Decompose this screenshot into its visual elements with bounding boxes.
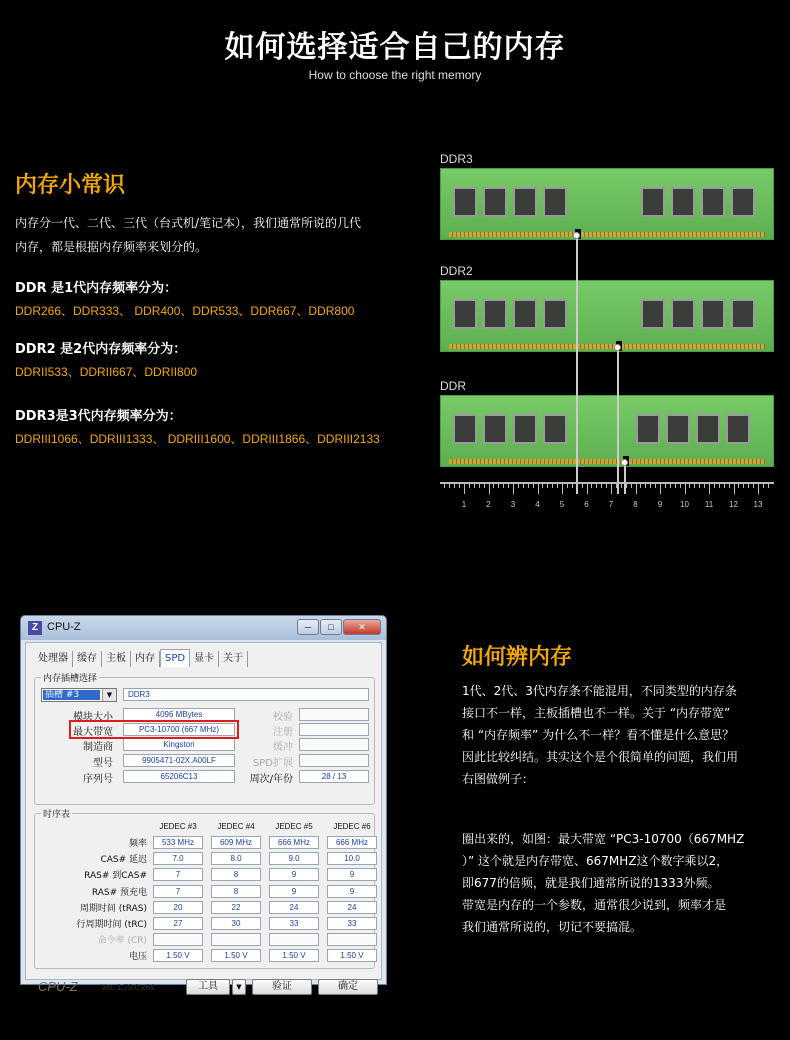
ruler-tick (616, 482, 617, 488)
page-subtitle: How to choose the right memory (308, 68, 482, 82)
chevron-down-icon: ▼ (236, 983, 242, 991)
timing-cell: 8 (211, 885, 261, 898)
ruler-tick (498, 482, 499, 488)
knowledge-intro-line1: 内存分一代、二代、三代（台式机/笔记本），我们通常所说的几代 (15, 216, 362, 230)
ruler-tick (704, 482, 705, 488)
explain-line: 即677的倍频，就是我们通常所说的1333外频。 (462, 876, 720, 890)
slot-select-value: 插槽 #3 (43, 690, 100, 700)
timing-row-label: 频率 (128, 839, 147, 849)
page-title: 如何选择适合自己的内存 (224, 30, 566, 65)
ruler-tick (562, 482, 563, 494)
explain-paragraph-2 (462, 828, 782, 938)
module-size-field: 4096 MBytes (123, 708, 235, 721)
timing-cell: 22 (211, 901, 261, 914)
ruler-tick (640, 482, 641, 488)
ruler-number: 8 (633, 500, 638, 509)
timing-cell: 33 (327, 917, 377, 930)
ddr2-module-image (440, 280, 774, 352)
ddr2-frequency-list: DDRII533、DDRII667、DDRII800 (15, 365, 198, 379)
ruler-tick (572, 482, 573, 488)
ruler-number: 4 (535, 500, 540, 509)
ddr3-notch-dot (573, 232, 580, 239)
timing-cell: 666 MHz (327, 836, 377, 849)
maximize-button[interactable]: □ (320, 619, 342, 635)
timing-row-label: RAS# 预充电 (91, 887, 147, 898)
manufacturer-label: 制造商 (83, 742, 113, 753)
ruler-tick (444, 482, 445, 488)
ruler-tick (567, 482, 568, 488)
minimize-button[interactable]: ─ (297, 619, 319, 635)
timing-row-label: RAS# 到CAS# (84, 871, 147, 882)
ruler-tick (650, 482, 651, 488)
ruler-tick (606, 482, 607, 488)
timing-cell: 33 (269, 917, 319, 930)
ddr-frequency-list: DDR266、DDR333、 DDR400、DDR533、DDR667、DDR800 (15, 304, 355, 318)
timing-cell: 24 (269, 901, 319, 914)
spd-ext-field (299, 754, 369, 767)
ruler-tick (601, 482, 602, 488)
chevron-down-icon[interactable]: ▼ (102, 689, 116, 701)
timing-cell: 9 (269, 885, 319, 898)
ruler-number: 9 (657, 500, 663, 509)
timing-cell: 1.50 V (327, 949, 377, 962)
ruler-tick (474, 482, 475, 488)
timing-cell: 1.50 V (269, 949, 319, 962)
ruler-tick (763, 482, 764, 488)
ruler-tick (660, 482, 661, 494)
timing-cell: 7.0 (153, 852, 203, 865)
registered-label: 注册 (273, 727, 293, 738)
ruler-tick (611, 482, 612, 494)
ruler-tick (547, 482, 548, 488)
ruler-tick (689, 482, 690, 488)
timing-cell: 9 (327, 868, 377, 881)
notch-ruler (440, 482, 774, 512)
checksum-field (299, 708, 369, 721)
part-number-field: 9905471-02X.A00LF (123, 754, 235, 767)
cpuz-titlebar (21, 616, 386, 640)
timing-cell (269, 933, 319, 946)
explain-paragraph-1 (462, 680, 782, 790)
explain-line: 1代、2代、3代内存条不能混用，不同类型的内存条 (462, 684, 737, 698)
ruler-tick (523, 482, 524, 488)
validate-button[interactable]: 验证 (252, 979, 312, 995)
timing-cell: 1.50 V (211, 949, 261, 962)
ruler-tick (680, 482, 681, 488)
ruler-tick (621, 482, 622, 488)
timing-cell: 533 MHz (153, 836, 203, 849)
part-number-label: 型号 (93, 758, 113, 769)
jedec-header: JEDEC #5 (275, 822, 313, 831)
ddr2-notch-dot (614, 344, 621, 351)
checksum-label: 校验 (273, 712, 293, 723)
timing-cell (153, 933, 203, 946)
timing-cell (211, 933, 261, 946)
cpuz-window (20, 615, 387, 994)
explain-line: 右图做例子： (462, 772, 535, 786)
ruler-number: 10 (680, 500, 689, 509)
ruler-tick (694, 482, 695, 488)
ddr-notch-dot (621, 459, 628, 466)
memory-type-field: DDR3 (123, 688, 369, 701)
timing-row-label: CAS# 延迟 (100, 855, 147, 866)
ruler-tick (734, 482, 735, 494)
cpuz-content (25, 642, 382, 994)
ruler-number: 7 (608, 500, 614, 509)
week-year-field: 28 / 13 (299, 770, 369, 783)
ruler-tick (738, 482, 739, 488)
timing-row-label: 命令率 (CR) (97, 936, 147, 947)
ruler-tick (538, 482, 539, 494)
ruler-number: 12 (729, 500, 738, 509)
ddr2-module-label: DDR2 (440, 264, 473, 278)
timing-cell: 30 (211, 917, 261, 930)
ruler-tick (582, 482, 583, 488)
cpuz-brand-logo: CPU-Z (38, 979, 78, 994)
tab-memory[interactable]: 内存 (131, 651, 160, 667)
ruler-number: 11 (704, 500, 714, 509)
ddr3-heading: DDR3是3代内存频率分为： (15, 409, 182, 424)
ruler-tick (596, 482, 597, 488)
ruler-tick (748, 482, 749, 488)
buffered-field (299, 738, 369, 751)
ruler-number: 3 (510, 500, 516, 509)
ruler-tick (729, 482, 730, 488)
ruler-tick (469, 482, 470, 488)
timing-cell (327, 933, 377, 946)
tab-spd[interactable]: SPD (160, 649, 190, 667)
ddr3-notch-line (576, 236, 578, 494)
ruler-tick (454, 482, 455, 488)
cpuz-window-title: CPU-Z (47, 621, 81, 633)
explain-line: 带宽是内存的一个参数，通常很少说到，频率才是 (462, 898, 727, 912)
explain-line: 因此比较纠结。其实这个是个很简单的问题，我们用 (462, 750, 739, 764)
ddr2-heading: DDR2 是2代内存频率分为： (15, 342, 187, 357)
ddr3-frequency-list: DDRIII1066、DDRIII1333、 DDRIII1600、DDRIII1866、DDRIII2133 (15, 432, 380, 446)
ddr-module-label: DDR (440, 379, 466, 393)
ddr-module-image (440, 395, 774, 467)
ddr2-notch-line (617, 348, 619, 494)
tools-dropdown-button[interactable] (232, 979, 246, 995)
ruler-tick (479, 482, 480, 488)
timing-cell: 10.0 (327, 852, 377, 865)
buffered-label: 缓冲 (273, 742, 293, 753)
ruler-tick (449, 482, 450, 488)
ruler-tick (636, 482, 637, 494)
ruler-tick (459, 482, 460, 488)
tab-cpu[interactable]: 处理器 (34, 651, 73, 667)
close-button[interactable]: ✕ (343, 619, 381, 635)
ruler-tick (665, 482, 666, 488)
jedec-header: JEDEC #6 (333, 822, 371, 831)
tab-about[interactable]: 关于 (219, 651, 248, 667)
ruler-number: 13 (753, 500, 763, 509)
timing-row-label: 周期时间 (tRAS) (79, 903, 147, 914)
ruler-tick (493, 482, 494, 488)
timing-cell: 20 (153, 901, 203, 914)
ruler-tick (587, 482, 588, 494)
ruler-tick (743, 482, 744, 488)
spd-ext-label: SPD扩展 (252, 758, 293, 769)
ruler-tick (464, 482, 465, 494)
slot-group-label: 内存插槽选择 (41, 671, 99, 684)
ruler-number: 6 (584, 500, 589, 509)
ruler-number: 5 (559, 500, 565, 509)
timing-cell: 8 (211, 868, 261, 881)
tab-graphics[interactable]: 显卡 (190, 651, 219, 667)
ruler-tick (489, 482, 490, 494)
explain-line: 和 “内存频率” 为什么不一样？看不懂是什么意思？ (462, 728, 735, 742)
timing-cell: 7 (153, 885, 203, 898)
cpuz-logo-icon: Z (28, 621, 42, 635)
explain-line: 我们通常所说的，切记不要搞混。 (462, 920, 643, 934)
ruler-tick (768, 482, 769, 488)
ruler-tick (685, 482, 686, 494)
ruler-tick (513, 482, 514, 494)
ruler-tick (508, 482, 509, 488)
timing-cell: 9 (327, 885, 377, 898)
knowledge-title: 内存小常识 (15, 173, 126, 198)
timing-cell: 8.0 (211, 852, 261, 865)
serial-field: 65206C13 (123, 770, 235, 783)
ruler-tick (557, 482, 558, 488)
ok-button[interactable]: 确定 (318, 979, 378, 995)
ruler-tick (699, 482, 700, 488)
slot-select[interactable] (41, 688, 117, 702)
ruler-tick (724, 482, 725, 488)
ruler-tick (591, 482, 592, 488)
week-year-label: 周次/年份 (249, 774, 293, 785)
ruler-tick (645, 482, 646, 488)
timing-cell: 9 (269, 868, 319, 881)
ruler-tick (626, 482, 627, 488)
ruler-tick (631, 482, 632, 488)
timings-group (34, 810, 375, 969)
bandwidth-highlight-box (69, 720, 239, 739)
timing-cell: 27 (153, 917, 203, 930)
timings-group-label: 时序表 (41, 807, 72, 820)
cpuz-tabs (34, 651, 248, 669)
timing-cell: 609 MHz (211, 836, 261, 849)
timing-cell: 666 MHz (269, 836, 319, 849)
timing-cell: 9.0 (269, 852, 319, 865)
serial-label: 序列号 (83, 774, 113, 785)
ruler-tick (670, 482, 671, 488)
ruler-tick (518, 482, 519, 488)
ruler-tick (719, 482, 720, 488)
ddr3-module-image (440, 168, 774, 240)
explain-line: 圈出来的，如图：最大带宽 “PC3-10700（667MHZ (462, 832, 745, 846)
ruler-tick (709, 482, 710, 494)
ruler-tick (675, 482, 676, 488)
ruler-tick (552, 482, 553, 488)
ruler-tick (528, 482, 529, 488)
explain-line: 接口不一样，主板插槽也不一样。关于 “内存带宽” (462, 706, 731, 720)
ruler-tick (503, 482, 504, 488)
knowledge-intro-line2: 内存，都是根据内存频率来划分的。 (15, 240, 208, 254)
timing-cell: 24 (327, 901, 377, 914)
ruler-tick (533, 482, 534, 488)
ruler-tick (714, 482, 715, 488)
tab-caches[interactable]: 缓存 (73, 651, 102, 667)
tab-mainboard[interactable]: 主板 (102, 651, 131, 667)
manufacturer-field: Kingston (123, 738, 235, 751)
ruler-tick (758, 482, 759, 494)
ddr-heading: DDR 是1代内存频率分为： (15, 281, 178, 296)
timing-row-label: 行周期时间 (tRC) (76, 920, 147, 930)
registered-field (299, 723, 369, 736)
max-bandwidth-field: PC3-10700 (667 MHz) (123, 723, 235, 736)
timing-row-label: 电压 (128, 952, 147, 963)
explain-line: ）” 这个就是内存带宽、667MHZ这个数字乘以2， (462, 854, 729, 868)
cpuz-version: Ver. 1.70.0.x64 (101, 983, 155, 992)
ruler-tick (577, 482, 578, 488)
ruler-number: 2 (486, 500, 491, 509)
timing-cell: 7 (153, 868, 203, 881)
ruler-tick (655, 482, 656, 488)
explain-title: 如何辨内存 (462, 645, 573, 670)
slot-selection-group (34, 674, 375, 805)
ruler-tick (753, 482, 754, 488)
ruler-number: 1 (461, 500, 467, 509)
max-bandwidth-label: 最大带宽 (73, 727, 113, 738)
ddr3-module-label: DDR3 (440, 152, 473, 166)
ruler-tick (484, 482, 485, 488)
ruler-tick (542, 482, 543, 488)
jedec-header: JEDEC #4 (217, 822, 255, 831)
timing-cell: 1.50 V (153, 949, 203, 962)
jedec-header: JEDEC #3 (159, 822, 197, 831)
module-size-label: 模块大小 (73, 712, 113, 723)
tools-button[interactable]: 工具 (186, 979, 230, 995)
